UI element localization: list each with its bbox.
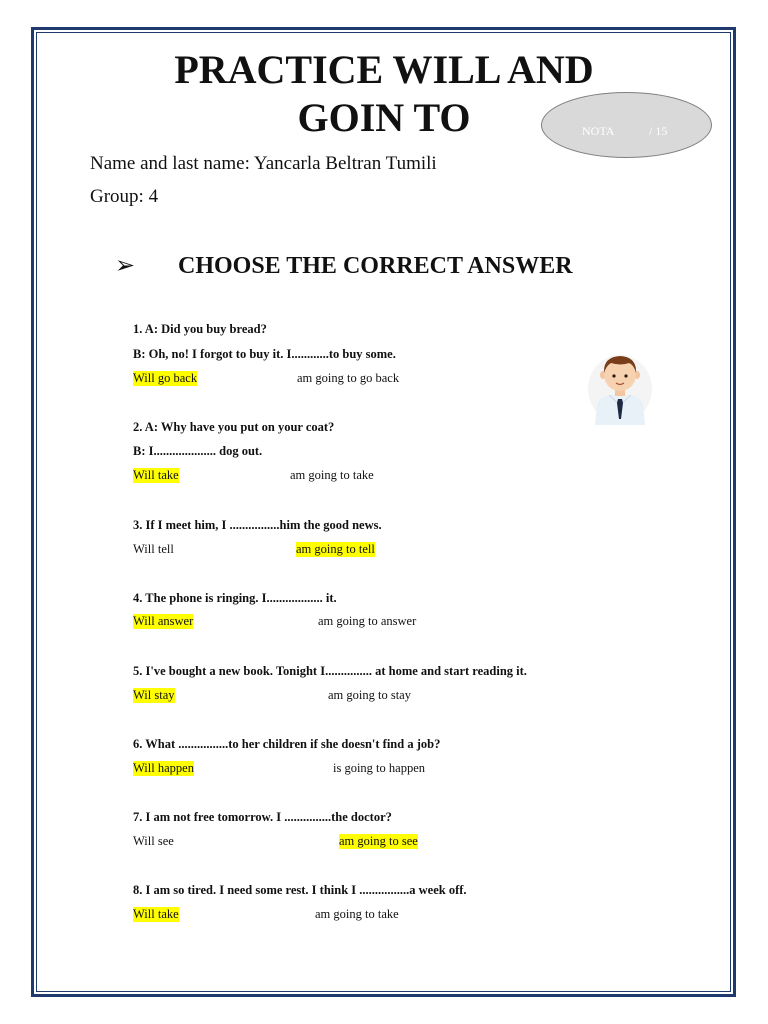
question-8-line-1: 8. I am so tired. I need some rest. I think I ................a week off. [133,883,467,897]
question-8-option-b[interactable]: am going to take [315,907,399,921]
student-group: Group: 4 [90,186,159,207]
businessman-avatar-icon [585,349,655,425]
question-5-line-1: 5. I've bought a new book. Tonight I............... at home and start reading it. [133,664,527,678]
question-2-option-a[interactable]: Will take [133,468,179,482]
question-8-option-a[interactable]: Will take [133,907,179,921]
question-4-line-1: 4. The phone is ringing. I.................. it. [133,591,337,605]
page-title-line-2: GOIN TO [297,95,471,140]
question-7-option-a[interactable]: Will see [133,834,174,848]
question-4-option-a[interactable]: Will answer [133,614,194,628]
question-6-line-1: 6. What ................to her children if she doesn't find a job? [133,737,441,751]
question-1-option-b[interactable]: am going to go back [297,371,400,385]
question-6-option-a[interactable]: Will happen [133,761,194,775]
question-1-line-1: 1. A: Did you buy bread? [133,322,267,336]
question-6-option-b[interactable]: is going to happen [333,761,426,775]
question-7-line-1: 7. I am not free tomorrow. I ...............the doctor? [133,810,392,824]
grade-oval [541,92,712,158]
arrow-bullet-icon: ➢ [115,253,136,279]
student-name: Name and last name: Yancarla Beltran Tumili [90,153,437,174]
question-3-option-a[interactable]: Will tell [133,542,174,556]
question-2-line-2: B: I.................... dog out. [133,444,263,458]
question-3-option-b[interactable]: am going to tell [296,542,375,556]
question-1-line-2: B: Oh, no! I forgot to buy it. I............to buy some. [133,347,396,361]
question-5-option-a[interactable]: Wil stay [133,688,175,702]
question-2-option-b[interactable]: am going to take [290,468,374,482]
question-2-line-1: 2. A: Why have you put on your coat? [133,420,335,434]
question-3-line-1: 3. If I meet him, I ................him the good news. [133,518,382,532]
question-5-option-b[interactable]: am going to stay [328,688,411,702]
grade-label: NOTA [582,124,615,138]
page-title-line-1: PRACTICE WILL AND [174,47,594,92]
question-4-option-b[interactable]: am going to answer [318,614,417,628]
section-heading [115,252,573,280]
grade-out-of: / 15 [649,124,668,138]
section-heading-text: CHOOSE THE CORRECT ANSWER [178,253,573,279]
question-1-option-a[interactable]: Will go back [133,371,198,385]
question-7-option-b[interactable]: am going to see [339,834,418,848]
